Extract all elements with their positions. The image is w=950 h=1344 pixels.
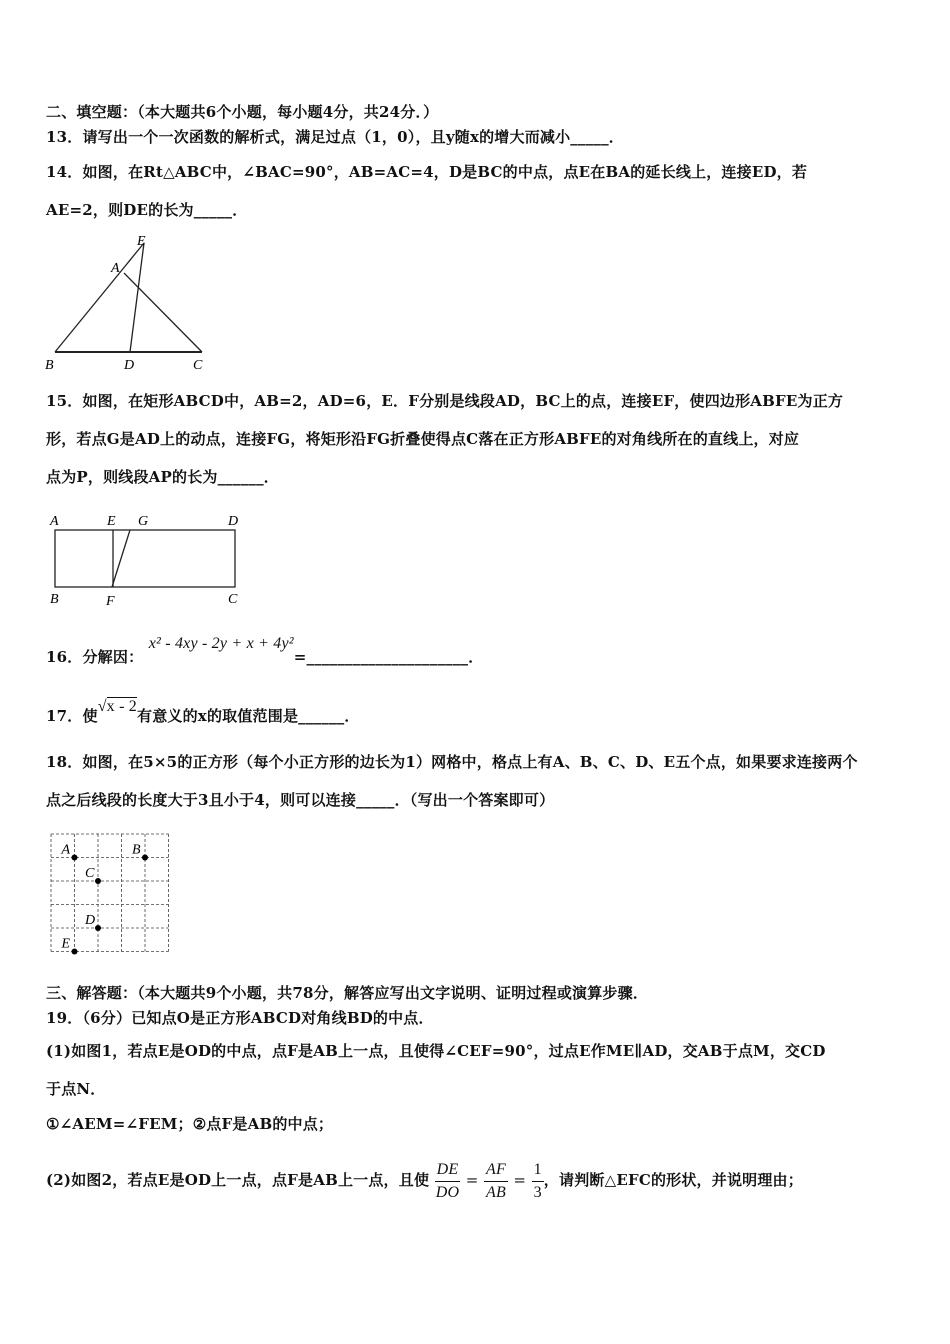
q17-prefix: 17．使 — [46, 707, 98, 725]
grid-label-A: A — [61, 842, 71, 858]
rectangle-figure — [40, 508, 255, 610]
section3-heading: 三、解答题：（本大题共9个小题，共78分，解答应写出文字说明、证明过程或演算步骤． — [46, 984, 649, 1002]
question-19-part1-line1: (1)如图1，若点E是OD的中点，点F是AB上一点，且使得∠CEF=90°，过点E作ME∥AD，交AB于点M，交CD — [46, 1042, 826, 1060]
section2-heading: 二、填空题：（本大题共6个小题，每小题4分，共24分．） — [46, 103, 439, 121]
question-19-intro: 19．（6分）已知点O是正方形ABCD对角线BD的中点． — [46, 1009, 434, 1027]
fraction-one-third: $\frac{1}{3}$ — [533, 1160, 542, 1201]
grid-point-A — [72, 855, 78, 861]
label-F: F — [106, 594, 115, 609]
label-D: D — [228, 514, 239, 529]
question-18-line2: 点之后线段的长度大于3且小于4，则可以连接_____．（写出一个答案即可） — [46, 791, 555, 809]
label-B: B — [50, 592, 59, 607]
q16-prefix: 16．分解因： — [46, 648, 144, 666]
label-E: E — [137, 234, 146, 249]
label-E: E — [107, 514, 116, 529]
q19-part2-prefix: (2)如图2，若点E是OD上一点，点F是AB上一点，且使 — [46, 1171, 430, 1189]
grid-figure — [40, 825, 180, 960]
question-17: 17．使√x - 2有意义的x的取值范围是______． — [46, 698, 360, 725]
question-19-part1-claims: ①∠AEM=∠FEM；②点F是AB的中点； — [46, 1115, 334, 1133]
question-14-line2: AE=2，则DE的长为_____． — [46, 201, 248, 219]
question-18-line1: 18．如图，在5×5的正方形（每个小正方形的边长为1）网格中，格点上有A、B、C、D、E五个点，如果要求连接两个 — [46, 753, 858, 771]
label-B: B — [45, 358, 54, 373]
q16-answer-blank: =_____________________． — [293, 648, 484, 666]
grid-label-C: C — [85, 866, 95, 881]
question-15-line3: 点为P，则线段AP的长为______． — [46, 468, 279, 486]
label-D: D — [124, 358, 135, 373]
grid-label-E: E — [61, 936, 71, 952]
question-19-part1-line2: 于点N． — [46, 1080, 106, 1098]
question-19-part2: (2)如图2，若点E是OD上一点，点F是AB上一点，且使 $\frac{DE}{DO}$ = $\frac{AF}{AB}$ = $\frac{1}{3}$ ，请判断△EFC的形状，并说明理由； — [46, 1158, 803, 1204]
label-G: G — [138, 514, 149, 529]
q17-suffix: 有意义的x的取值范围是______． — [137, 707, 360, 725]
grid-label-B: B — [132, 842, 141, 858]
grid-point-E — [72, 949, 78, 955]
q16-expression: x² - 4xy - 2y + x + 4y² — [148, 635, 294, 652]
label-A: A — [111, 261, 120, 276]
fraction-de-do: $\frac{DE}{DO}$ — [435, 1160, 460, 1201]
question-14-line1: 14．如图，在Rt△ABC中，∠BAC=90°，AB=AC=4，D是BC的中点，点E在BA的延长线上，连接ED，若 — [46, 163, 808, 181]
label-A: A — [50, 514, 59, 529]
question-15-line2: 形，若点G是AD上的动点，连接FG，将矩形沿FG折叠使得点C落在正方形ABFE的对角线所在的直线上，对应 — [46, 430, 800, 448]
grid-point-D — [95, 925, 101, 931]
grid-point-B — [142, 855, 148, 861]
triangle-figure — [40, 225, 260, 375]
q19-part2-suffix: ，请判断△EFC的形状，并说明理由； — [543, 1171, 803, 1189]
question-13: 13．请写出一个一次函数的解析式，满足过点（1，0），且y随x的增大而减小_____． — [46, 128, 625, 146]
label-C: C — [228, 592, 238, 607]
q17-radicand: x - 2 — [106, 698, 137, 715]
question-16 — [46, 635, 484, 668]
question-15-line1: 15．如图，在矩形ABCD中，AB=2，AD=6，E．F分别是线段AD，BC上的点，连接EF，使四边形ABFE为正方 — [46, 392, 844, 410]
grid-label-D: D — [85, 913, 96, 928]
grid-point-C — [95, 878, 101, 884]
fraction-af-ab: $\frac{AF}{AB}$ — [485, 1160, 506, 1201]
label-C: C — [193, 358, 203, 373]
